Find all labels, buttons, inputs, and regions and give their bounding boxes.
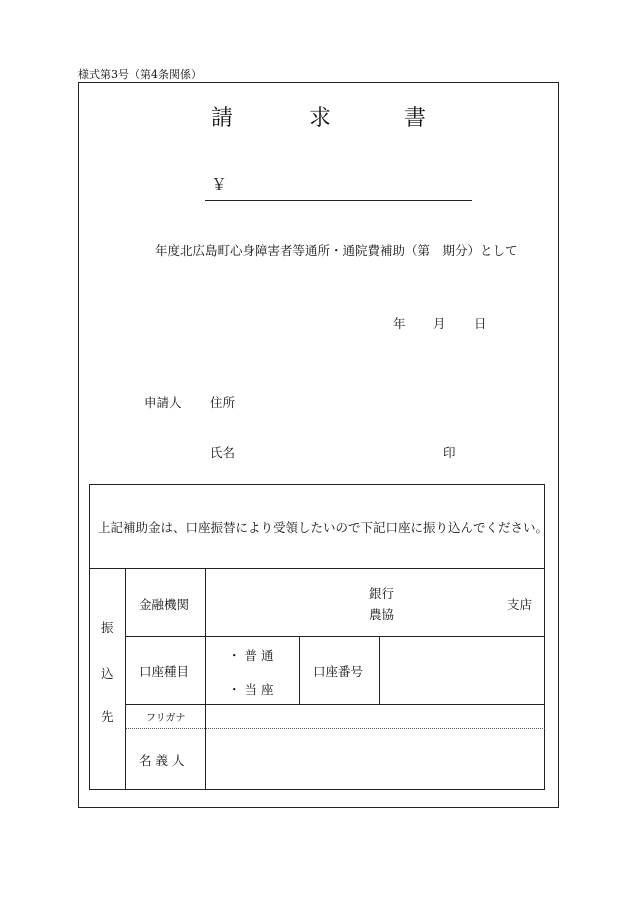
applicant-label: 申請人 <box>144 395 182 410</box>
transfer-side-label: 振 <box>101 620 114 635</box>
account-number-label: 口座番号 <box>313 664 364 679</box>
table-rule <box>299 636 300 704</box>
bank-label: 銀行 <box>369 586 395 601</box>
furigana-label: フリガナ <box>146 713 186 724</box>
year-label: 年 <box>393 316 406 331</box>
transfer-side-label: 込 <box>101 666 114 681</box>
purpose-text: 年度北広島町心身障害者等通所・通院費補助（第 期分）として <box>155 243 518 258</box>
title-char: 求 <box>309 106 332 131</box>
day-label: 日 <box>474 316 487 331</box>
yen-symbol: ￥ <box>211 175 228 194</box>
account-type-current[interactable]: ・ 当 座 <box>228 682 274 697</box>
table-rule <box>125 568 126 790</box>
furigana-field[interactable] <box>206 705 544 727</box>
account-type-label: 口座種目 <box>139 664 190 679</box>
month-label: 月 <box>433 316 446 331</box>
account-holder-label: 名 義 人 <box>139 753 185 768</box>
table-rule <box>89 568 545 569</box>
branch-label: 支店 <box>507 597 533 612</box>
name-label: 氏名 <box>210 445 236 460</box>
account-holder-field[interactable] <box>206 729 544 789</box>
address-label: 住所 <box>210 395 236 410</box>
title-char: 請 <box>211 106 234 131</box>
agri-coop-label: 農協 <box>369 607 395 622</box>
institution-label: 金融機関 <box>139 597 190 612</box>
title-char: 書 <box>404 106 427 131</box>
seal-label: 印 <box>443 445 456 460</box>
transfer-notice: 上記補助金は、口座振替により受領したいので下記口座に振り込んでください。 <box>98 520 549 535</box>
amount-field[interactable] <box>205 200 472 201</box>
account-type-ordinary[interactable]: ・ 普 通 <box>228 648 274 663</box>
form-number-label: 様式第3号（第4条関係） <box>78 68 202 81</box>
account-number-field[interactable] <box>380 637 544 703</box>
transfer-side-label: 先 <box>101 709 114 724</box>
